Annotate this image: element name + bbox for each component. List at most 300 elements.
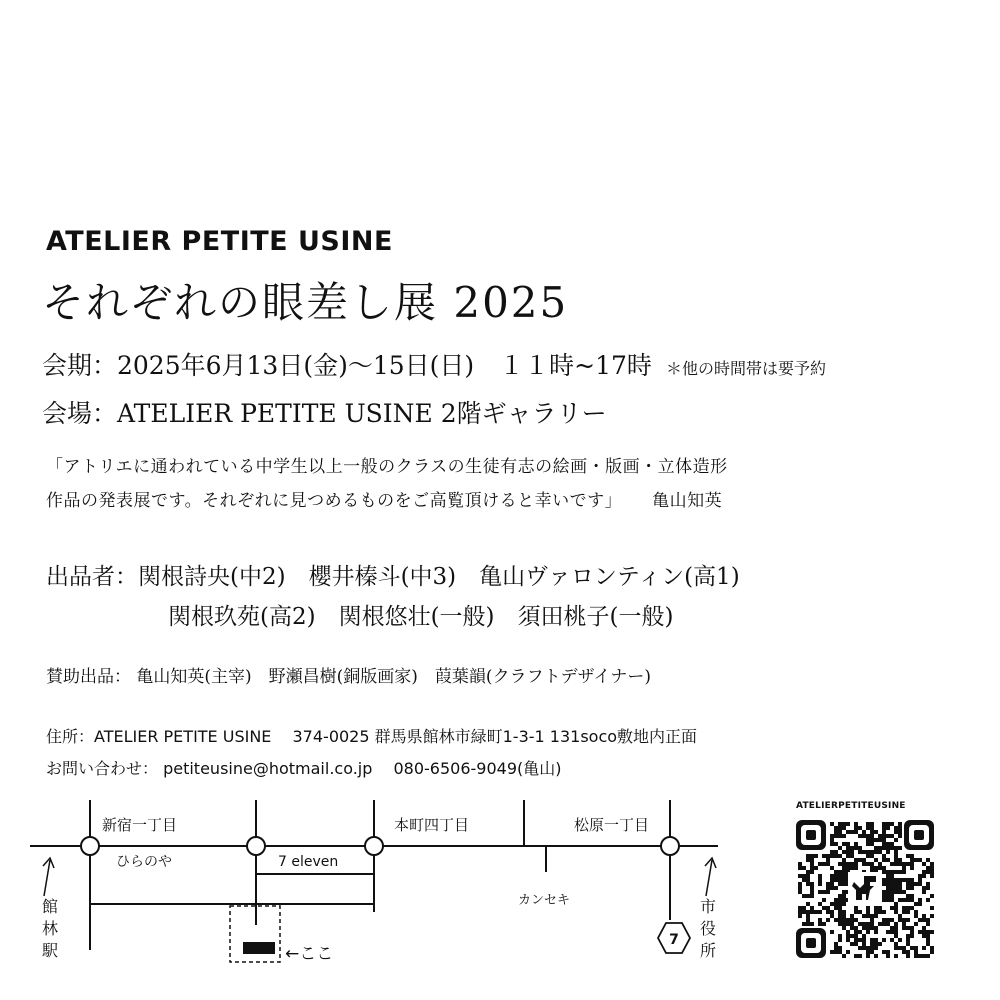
qr-module: [898, 878, 902, 882]
qr-module: [862, 926, 866, 930]
qr-module: [906, 862, 910, 866]
qr-module: [874, 858, 878, 862]
qr-module: [834, 906, 838, 910]
map-label-honmachi: 本町四丁目: [394, 816, 470, 834]
qr-module: [910, 906, 914, 910]
qr-module: [810, 862, 814, 866]
qr-module: [926, 922, 930, 926]
qr-module: [906, 854, 910, 858]
qr-module: [898, 914, 902, 918]
qr-module: [806, 894, 810, 898]
qr-module: [874, 914, 878, 918]
qr-module: [834, 854, 838, 858]
qr-module: [906, 906, 910, 910]
qr-module: [842, 866, 846, 870]
qr-module: [922, 862, 926, 866]
qr-module: [886, 898, 890, 902]
qr-module: [838, 834, 842, 838]
qr-module: [886, 850, 890, 854]
qr-module: [878, 942, 882, 946]
qr-module: [894, 830, 898, 834]
qr-module: [814, 854, 818, 858]
qr-module: [818, 874, 822, 878]
qr-module: [818, 922, 822, 926]
qr-module: [798, 862, 802, 866]
qr-module: [914, 914, 918, 918]
qr-module: [866, 910, 870, 914]
qr-module: [822, 922, 826, 926]
qr-module: [890, 938, 894, 942]
qr-module: [894, 926, 898, 930]
qr-module: [910, 934, 914, 938]
qr-module: [818, 918, 822, 922]
qr-module: [810, 882, 814, 886]
qr-module: [878, 838, 882, 842]
qr-module: [930, 862, 934, 866]
qr-module: [838, 902, 842, 906]
qr-module: [842, 870, 846, 874]
qr-module: [898, 822, 902, 826]
qr-module: [830, 838, 834, 842]
qr-module: [842, 890, 846, 894]
qr-module: [922, 934, 926, 938]
access-map: [30, 800, 730, 975]
qr-module: [870, 826, 874, 830]
period-note: ＊他の時間帯は要予約: [665, 359, 826, 378]
qr-module: [874, 850, 878, 854]
qr-module: [902, 926, 906, 930]
qr-module: [870, 862, 874, 866]
qr-module: [878, 866, 882, 870]
qr-module: [890, 898, 894, 902]
qr-module: [818, 890, 822, 894]
qr-module: [798, 906, 802, 910]
qr-module: [874, 830, 878, 834]
qr-module: [842, 862, 846, 866]
qr-module: [890, 874, 894, 878]
map-label-matsubara: 松原一丁目: [574, 816, 650, 834]
qr-module: [926, 918, 930, 922]
qr-module: [910, 930, 914, 934]
qr-module: [806, 878, 810, 882]
qr-module: [886, 882, 890, 886]
qr-module: [850, 918, 854, 922]
qr-module: [898, 846, 902, 850]
qr-module: [926, 942, 930, 946]
qr-module: [818, 862, 822, 866]
qr-module: [838, 854, 842, 858]
station-char-3: 駅: [42, 941, 59, 960]
qr-module: [870, 922, 874, 926]
qr-module: [890, 862, 894, 866]
qr-module: [842, 910, 846, 914]
qr-module: [894, 942, 898, 946]
qr-module: [842, 926, 846, 930]
qr-module: [898, 890, 902, 894]
intersection-matsubara: [661, 837, 679, 855]
qr-module: [818, 910, 822, 914]
qr-module: [870, 854, 874, 858]
qr-module: [886, 870, 890, 874]
qr-module: [910, 862, 914, 866]
qr-module: [886, 858, 890, 862]
qr-module: [866, 862, 870, 866]
qr-module: [862, 934, 866, 938]
qr-module: [834, 850, 838, 854]
qr-module: [822, 898, 826, 902]
qr-module: [898, 882, 902, 886]
qr-module: [850, 850, 854, 854]
qr-module: [866, 950, 870, 954]
address: 住所：ATELIER PETITE USINE 374-0025 群馬県館林市緑町1-3-1 131soco敷地内正面: [46, 727, 698, 746]
qr-module: [854, 830, 858, 834]
qr-module: [822, 862, 826, 866]
qr-module: [926, 886, 930, 890]
map-label-here: ←ここ: [285, 944, 334, 964]
qr-module: [806, 918, 810, 922]
qr-module: [854, 846, 858, 850]
qr-module: [854, 826, 858, 830]
qr-module: [798, 866, 802, 870]
qr-module: [886, 886, 890, 890]
qr-module: [798, 886, 802, 890]
qr-module: [894, 954, 898, 958]
qr-module: [890, 890, 894, 894]
qr-module: [882, 870, 886, 874]
qr-module: [850, 926, 854, 930]
qr-module: [886, 846, 890, 850]
description-author: 亀山知英: [652, 491, 723, 511]
qr-module: [858, 834, 862, 838]
qr-module: [854, 926, 858, 930]
qr-module: [850, 846, 854, 850]
qr-module: [918, 882, 922, 886]
qr-module: [930, 906, 934, 910]
qr-module: [842, 898, 846, 902]
qr-module: [922, 870, 926, 874]
qr-module: [826, 882, 830, 886]
qr-module: [830, 842, 834, 846]
qr-module: [898, 826, 902, 830]
qr-module: [798, 890, 802, 894]
qr-module: [926, 882, 930, 886]
qr-module: [830, 874, 834, 878]
qr-module: [882, 858, 886, 862]
qr-module: [862, 946, 866, 950]
qr-module: [918, 930, 922, 934]
qr-module: [914, 882, 918, 886]
qr-module: [894, 930, 898, 934]
qr-module: [890, 822, 894, 826]
qr-module: [906, 878, 910, 882]
qr-module: [890, 894, 894, 898]
qr-module: [802, 866, 806, 870]
qr-module: [842, 922, 846, 926]
supporting-artists: 賛助出品： 亀山知英(主宰) 野瀬昌樹(銅版画家) 葭葉韻(クラフトデザイナー): [46, 667, 652, 687]
qr-module: [834, 874, 838, 878]
qr-module: [826, 886, 830, 890]
qr-module: [890, 870, 894, 874]
qr-module: [882, 918, 886, 922]
cityhall-arrow: [706, 860, 712, 896]
qr-module: [886, 894, 890, 898]
qr-module: [866, 954, 870, 958]
qr-module: [886, 930, 890, 934]
qr-module: [850, 862, 854, 866]
qr-module: [850, 942, 854, 946]
qr-module: [874, 910, 878, 914]
qr-module: [842, 822, 846, 826]
qr-module: [930, 894, 934, 898]
qr-module: [830, 854, 834, 858]
qr-module: [894, 878, 898, 882]
qr-module: [838, 934, 842, 938]
qr-module: [854, 918, 858, 922]
qr-module: [858, 846, 862, 850]
map-label-kanseki: カンセキ: [518, 893, 571, 908]
qr-module: [882, 922, 886, 926]
qr-module: [930, 950, 934, 954]
qr-module: [842, 902, 846, 906]
qr-module: [890, 926, 894, 930]
qr-module: [866, 926, 870, 930]
qr-module: [910, 886, 914, 890]
qr-module: [926, 870, 930, 874]
qr-module: [826, 910, 830, 914]
qr-module: [862, 922, 866, 926]
qr-module: [846, 846, 850, 850]
qr-module: [878, 834, 882, 838]
qr-module: [818, 902, 822, 906]
qr-module: [894, 838, 898, 842]
qr-module: [906, 926, 910, 930]
qr-module: [854, 906, 858, 910]
qr-module: [882, 938, 886, 942]
qr-module: [882, 910, 886, 914]
qr-module: [910, 946, 914, 950]
qr-module: [838, 894, 842, 898]
qr-module: [910, 858, 914, 862]
qr-module: [806, 870, 810, 874]
qr-module: [910, 894, 914, 898]
route-number: 7: [669, 932, 679, 948]
station-char-1: 館: [42, 897, 59, 916]
qr-module: [854, 930, 858, 934]
qr-module: [922, 954, 926, 958]
intersection-honmachi: [365, 837, 383, 855]
exhibition-period: [42, 346, 826, 382]
qr-module: [914, 922, 918, 926]
qr-module: [874, 838, 878, 842]
qr-module: [846, 862, 850, 866]
qr-module: [846, 918, 850, 922]
qr-module: [818, 882, 822, 886]
qr-module: [918, 902, 922, 906]
qr-module: [870, 918, 874, 922]
qr-module: [802, 878, 806, 882]
qr-module: [822, 854, 826, 858]
qr-module: [842, 894, 846, 898]
qr-module: [866, 838, 870, 842]
qr-module: [838, 910, 842, 914]
qr-module: [862, 938, 866, 942]
qr-module: [826, 862, 830, 866]
qr-module: [886, 874, 890, 878]
qr-module: [834, 830, 838, 834]
qr-module: [842, 834, 846, 838]
qr-module: [894, 910, 898, 914]
qr-module: [830, 930, 834, 934]
qr-module: [898, 862, 902, 866]
qr-module: [882, 866, 886, 870]
qr-module: [854, 862, 858, 866]
qr-module: [842, 914, 846, 918]
qr-module: [914, 902, 918, 906]
qr-module: [870, 822, 874, 826]
qr-module: [866, 826, 870, 830]
qr-module: [798, 914, 802, 918]
qr-module: [806, 902, 810, 906]
qr-module: [862, 850, 866, 854]
qr-module: [866, 922, 870, 926]
qr-module: [826, 854, 830, 858]
qr-module: [838, 874, 842, 878]
qr-module: [878, 850, 882, 854]
qr-module: [882, 822, 886, 826]
qr-module: [838, 862, 842, 866]
qr-module: [894, 890, 898, 894]
qr-module: [834, 826, 838, 830]
qr-module: [866, 834, 870, 838]
qr-module: [854, 858, 858, 862]
qr-module: [846, 922, 850, 926]
qr-module: [798, 910, 802, 914]
qr-module: [874, 866, 878, 870]
qr-module: [894, 854, 898, 858]
cityhall-char-3: 所: [700, 941, 717, 960]
qr-module: [858, 910, 862, 914]
qr-module: [850, 934, 854, 938]
qr-module: [902, 878, 906, 882]
qr-module: [882, 830, 886, 834]
qr-module: [918, 858, 922, 862]
qr-module: [902, 866, 906, 870]
qr-module: [878, 846, 882, 850]
period-text: 会期：2025年6月13日(金)〜15日(日) １１時~17時: [42, 351, 652, 380]
qr-module: [890, 846, 894, 850]
qr-module: [850, 922, 854, 926]
qr-module: [910, 926, 914, 930]
qr-module: [910, 854, 914, 858]
intersection-hiranoya: [247, 837, 265, 855]
qr-module: [830, 878, 834, 882]
qr-module: [886, 918, 890, 922]
qr-module: [858, 938, 862, 942]
qr-module: [854, 954, 858, 958]
qr-module: [838, 922, 842, 926]
qr-module: [830, 914, 834, 918]
qr-module: [894, 922, 898, 926]
qr-module: [902, 950, 906, 954]
qr-module: [810, 894, 814, 898]
qr-module: [826, 890, 830, 894]
qr-module: [838, 870, 842, 874]
qr-module: [902, 890, 906, 894]
qr-module: [830, 834, 834, 838]
qr-module: [886, 834, 890, 838]
station-arrow: [44, 860, 50, 896]
qr-module: [822, 890, 826, 894]
qr-module: [894, 846, 898, 850]
contact-info: お問い合わせ： petiteusine@hotmail.co.jp 080-6506-9049(亀山): [46, 759, 562, 778]
qr-module: [834, 898, 838, 902]
qr-module: [838, 918, 842, 922]
qr-module: [854, 938, 858, 942]
qr-module: [894, 870, 898, 874]
qr-module: [866, 930, 870, 934]
qr-module: [810, 870, 814, 874]
qr-module: [858, 850, 862, 854]
qr-module: [806, 910, 810, 914]
qr-module: [838, 826, 842, 830]
map-label-7eleven: 7 eleven: [278, 854, 339, 870]
qr-module: [902, 898, 906, 902]
qr-module: [830, 950, 834, 954]
qr-module: [906, 898, 910, 902]
qr-module: [870, 834, 874, 838]
qr-module: [926, 954, 930, 958]
qr-module: [930, 866, 934, 870]
qr-module: [886, 842, 890, 846]
qr-code[interactable]: [796, 820, 934, 958]
qr-module: [918, 954, 922, 958]
qr-module: [802, 906, 806, 910]
qr-module: [846, 850, 850, 854]
qr-module: [906, 950, 910, 954]
qr-module: [914, 858, 918, 862]
qr-module: [898, 830, 902, 834]
qr-module: [890, 882, 894, 886]
qr-module: [910, 866, 914, 870]
map-label-hiranoya: ひらのや: [116, 854, 172, 870]
qr-module: [922, 890, 926, 894]
cityhall-char-1: 市: [700, 897, 717, 916]
qr-module: [838, 830, 842, 834]
qr-module: [890, 834, 894, 838]
qr-module: [926, 866, 930, 870]
qr-module: [910, 898, 914, 902]
qr-module: [930, 870, 934, 874]
qr-module: [874, 930, 878, 934]
qr-module: [866, 822, 870, 826]
qr-module: [930, 914, 934, 918]
exhibition-venue: 会場：ATELIER PETITE USINE 2階ギャラリー: [42, 399, 607, 428]
qr-module: [914, 950, 918, 954]
qr-module: [926, 930, 930, 934]
qr-module: [846, 854, 850, 858]
qr-module: [870, 938, 874, 942]
cityhall-char-2: 役: [700, 919, 717, 938]
qr-module: [862, 862, 866, 866]
qr-module: [898, 870, 902, 874]
qr-module: [906, 938, 910, 942]
qr-module: [926, 934, 930, 938]
qr-module: [882, 846, 886, 850]
qr-module: [842, 842, 846, 846]
qr-module: [854, 842, 858, 846]
qr-module: [834, 870, 838, 874]
qr-module: [838, 898, 842, 902]
